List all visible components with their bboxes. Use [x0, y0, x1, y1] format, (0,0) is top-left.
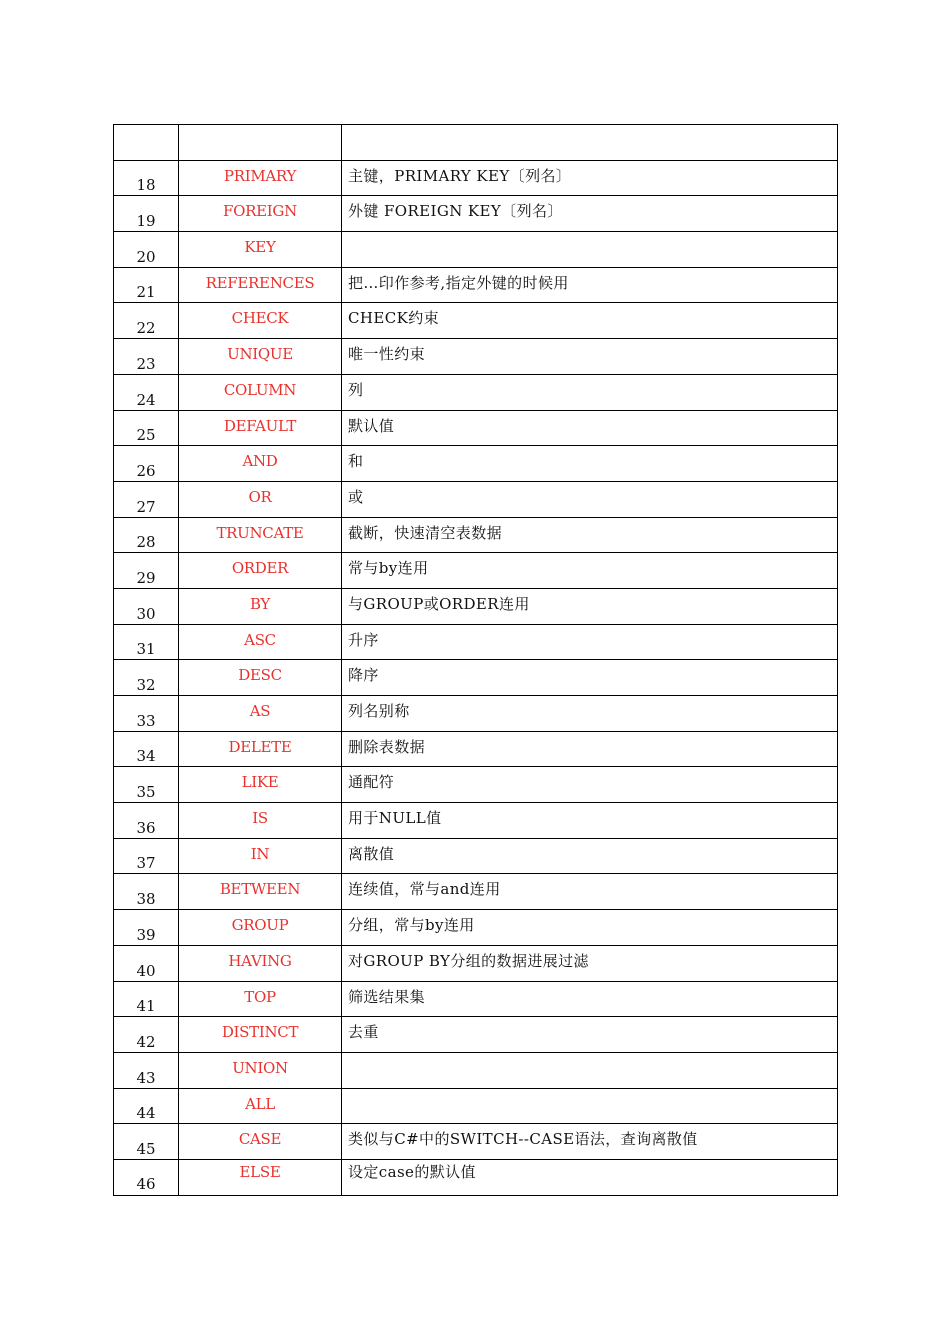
row-keyword: IS: [179, 803, 342, 839]
row-number: 30: [114, 588, 179, 624]
row-number: 39: [114, 910, 179, 946]
row-number: 44: [114, 1088, 179, 1124]
table-row: [114, 803, 838, 839]
row-keyword: COLUMN: [179, 374, 342, 410]
row-number: 35: [114, 767, 179, 803]
table-row: [114, 160, 838, 196]
row-description: 截断，快速清空表数据: [342, 517, 838, 553]
row-description: 降序: [342, 660, 838, 696]
table-row: [114, 339, 838, 375]
row-keyword: UNIQUE: [179, 339, 342, 375]
row-keyword: ALL: [179, 1088, 342, 1124]
row-keyword: DELETE: [179, 731, 342, 767]
row-keyword: AS: [179, 696, 342, 732]
row-keyword: ASC: [179, 624, 342, 660]
row-keyword: GROUP: [179, 910, 342, 946]
row-description: [342, 1088, 838, 1124]
row-number: 28: [114, 517, 179, 553]
row-number: 22: [114, 303, 179, 339]
row-keyword: PRIMARY: [179, 160, 342, 196]
table-row: [114, 196, 838, 232]
row-keyword: HAVING: [179, 945, 342, 981]
table-row: [114, 910, 838, 946]
table-row: [114, 874, 838, 910]
row-keyword: KEY: [179, 232, 342, 268]
table-row: [114, 731, 838, 767]
row-description: 设定case的默认值: [342, 1159, 838, 1195]
row-description: [342, 1052, 838, 1088]
row-description: 默认值: [342, 410, 838, 446]
table-row: [114, 1124, 838, 1160]
row-description: 列名别称: [342, 696, 838, 732]
row-number: 41: [114, 981, 179, 1017]
row-keyword: DESC: [179, 660, 342, 696]
table-row: [114, 945, 838, 981]
row-number: 38: [114, 874, 179, 910]
row-description: 连续值，常与and连用: [342, 874, 838, 910]
row-description: 与GROUP或ORDER连用: [342, 588, 838, 624]
row-description: 筛选结果集: [342, 981, 838, 1017]
row-keyword: DEFAULT: [179, 410, 342, 446]
header-num-cell: [114, 125, 179, 161]
row-keyword: AND: [179, 446, 342, 482]
row-keyword: UNION: [179, 1052, 342, 1088]
row-keyword: TOP: [179, 981, 342, 1017]
table-row: [114, 410, 838, 446]
row-number: 36: [114, 803, 179, 839]
row-description: 把…印作参考,指定外键的时候用: [342, 267, 838, 303]
table-row: [114, 517, 838, 553]
row-keyword: DISTINCT: [179, 1017, 342, 1053]
row-description: 外键 FOREIGN KEY〔列名〕: [342, 196, 838, 232]
row-number: 24: [114, 374, 179, 410]
row-number: 19: [114, 196, 179, 232]
table-row: [114, 481, 838, 517]
table-row: [114, 553, 838, 589]
row-number: 21: [114, 267, 179, 303]
row-description: 和: [342, 446, 838, 482]
row-description: CHECK约束: [342, 303, 838, 339]
row-description: [342, 232, 838, 268]
table-row: [114, 838, 838, 874]
row-description: 主键，PRIMARY KEY〔列名〕: [342, 160, 838, 196]
row-number: 45: [114, 1124, 179, 1160]
table-row: [114, 767, 838, 803]
row-description: 常与by连用: [342, 553, 838, 589]
table-row: [114, 232, 838, 268]
table-row: [114, 696, 838, 732]
row-description: 唯一性约束: [342, 339, 838, 375]
table-header-row: [114, 125, 838, 161]
row-number: 43: [114, 1052, 179, 1088]
row-description: 离散值: [342, 838, 838, 874]
row-keyword: BETWEEN: [179, 874, 342, 910]
row-number: 31: [114, 624, 179, 660]
row-description: 用于NULL值: [342, 803, 838, 839]
row-description: 升序: [342, 624, 838, 660]
row-number: 26: [114, 446, 179, 482]
row-keyword: CHECK: [179, 303, 342, 339]
header-keyword-cell: [179, 125, 342, 161]
table-row: [114, 374, 838, 410]
table-row: [114, 1017, 838, 1053]
row-keyword: BY: [179, 588, 342, 624]
row-number: 20: [114, 232, 179, 268]
table-row: [114, 624, 838, 660]
row-keyword: CASE: [179, 1124, 342, 1160]
row-number: 37: [114, 838, 179, 874]
table-row: [114, 1052, 838, 1088]
table-row: [114, 588, 838, 624]
row-number: 27: [114, 481, 179, 517]
row-keyword: FOREIGN: [179, 196, 342, 232]
row-keyword: ELSE: [179, 1159, 342, 1195]
row-description: 对GROUP BY分组的数据进展过滤: [342, 945, 838, 981]
row-description: 类似与C#中的SWITCH--CASE语法，查询离散值: [342, 1124, 838, 1160]
table-row: [114, 660, 838, 696]
row-number: 40: [114, 945, 179, 981]
table-row: [114, 1088, 838, 1124]
table-row: [114, 267, 838, 303]
row-description: 分组，常与by连用: [342, 910, 838, 946]
row-description: 去重: [342, 1017, 838, 1053]
table-row: [114, 303, 838, 339]
row-number: 46: [114, 1159, 179, 1195]
row-number: 33: [114, 696, 179, 732]
row-description: 删除表数据: [342, 731, 838, 767]
row-description: 通配符: [342, 767, 838, 803]
keyword-table: [113, 124, 838, 1196]
table-row: [114, 981, 838, 1017]
table-row: [114, 1159, 838, 1195]
row-keyword: TRUNCATE: [179, 517, 342, 553]
row-number: 32: [114, 660, 179, 696]
row-number: 34: [114, 731, 179, 767]
row-keyword: REFERENCES: [179, 267, 342, 303]
row-keyword: ORDER: [179, 553, 342, 589]
header-description-cell: [342, 125, 838, 161]
row-description: 列: [342, 374, 838, 410]
row-keyword: IN: [179, 838, 342, 874]
table-row: [114, 446, 838, 482]
row-keyword: LIKE: [179, 767, 342, 803]
row-description: 或: [342, 481, 838, 517]
row-number: 25: [114, 410, 179, 446]
row-number: 42: [114, 1017, 179, 1053]
row-number: 23: [114, 339, 179, 375]
row-number: 18: [114, 160, 179, 196]
row-keyword: OR: [179, 481, 342, 517]
row-number: 29: [114, 553, 179, 589]
